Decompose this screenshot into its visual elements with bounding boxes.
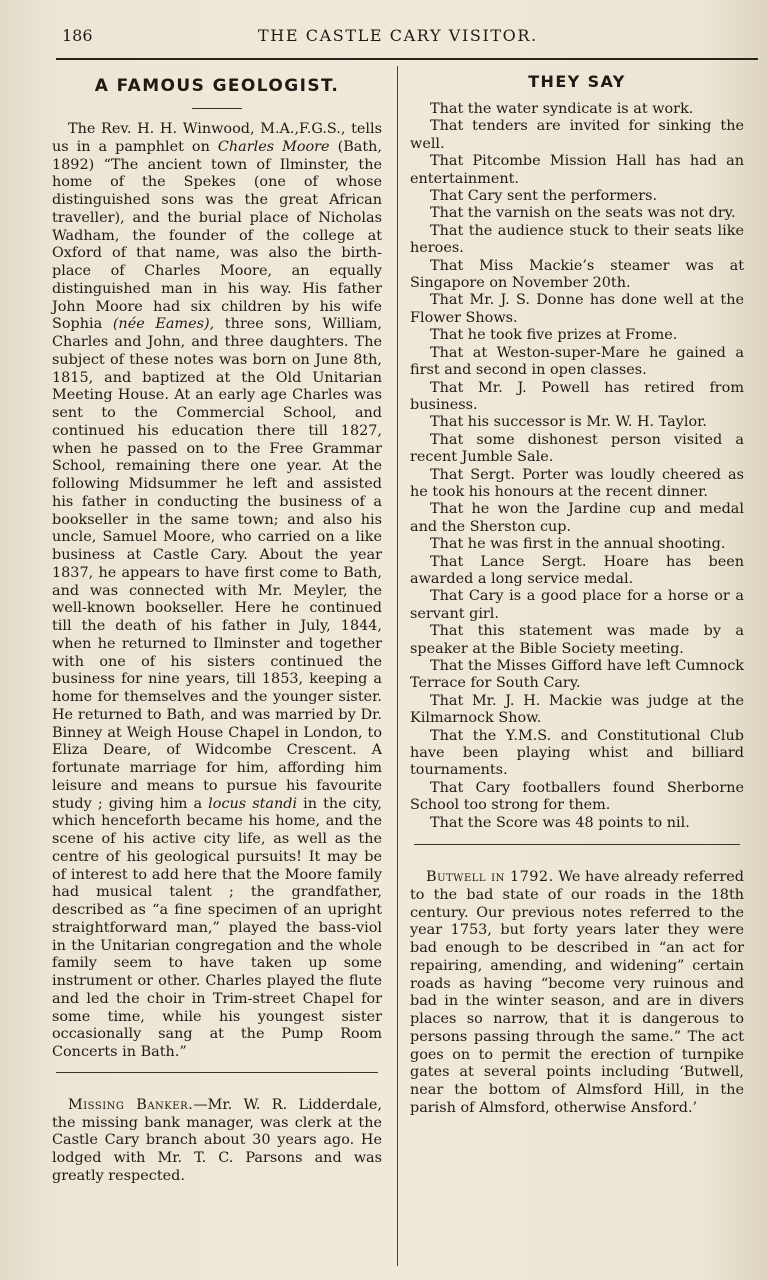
title-rule <box>192 108 242 109</box>
list-item: That his successor is Mr. W. H. Taylor. <box>430 414 708 431</box>
article-title: A FAMOUS GEOLOGIST. <box>94 76 340 96</box>
list-item: That Miss Mackie’s steamer was at Singapore on November 20th. <box>410 257 744 292</box>
list-item: That Mr. J. Powell has retired from business. <box>410 379 744 413</box>
list-item: That tenders are invited for sinking the well. <box>410 118 744 152</box>
list-item: That Cary footballers found Sherborne School too strong for them. <box>410 779 744 814</box>
list-item: That Cary sent the performers. <box>430 188 658 205</box>
article-body: The Rev. H. H. Winwood, M.A.,F.G.S., tells us in a pamphlet on Charles Moore (Bath, 1892) “The ancient town of Ilminster, the home of the Spekes (one of whose distinguished sons was the great African traveller), and the burial place of Nicholas Wadham, the founder of the college at Oxford of that name, was also the birth-place of Charles Moore, an equally distinguished man in his way. His father John Moore had six children by his wife Sophia (née Eames), three sons, William, Charles and John, and three daughters. The subject of these notes was born on June 8th, 1815, and baptized at the Old Unitarian Meeting House. At an early age Charles was sent to the Commercial School, and continued his education there till 1827, when he passed on to the Free Grammar School, remaining there one year. At the following Midsummer he left and assisted his father in conducting the business of a bookseller in the same town; and also his uncle, Samuel Moore, who carried on a like business at Castle Cary. About the year 1837, he appears to have first come to Bath, and was connected with Mr. Meyler, the well-known bookseller. Here he continued till the death of his father in July, 1844, when he returned to Ilminster and together with one of his sisters continued the business for nine years, till 1853, keeping a home for themselves and the younger sister. He returned to Bath, and was married by Dr. Binney at Weigh House Chapel in London, to Eliza Deare, of Widcombe Crescent. A fortunate marriage for him, affording him leisure and means to pursue his favourite study ; giving him a locus standi in the city, which henceforth became his home, and the scene of his active city life, as well as the centre of his geological pursuits! It may be of interest to add here that the Moore family had musical talent ; the grandfather, described as “a fine specimen of an upright straightforward man,” played the bass-viol in the Unitarian congregation and the whole family seem to have taken up some instrument or other. Charles played the flute and led the choir in Trim-street Chapel for some time, while his youngest sister occasionally sang at the Pump Room Concerts in Bath.” <box>52 121 383 1060</box>
column-divider <box>397 66 398 1266</box>
butwell-lead: Butwell in 1792. <box>426 869 554 886</box>
list-item: That some dishonest person visited a recent Jumble Sale. <box>410 431 744 466</box>
list-item: That Mr. J. H. Mackie was judge at the Kilmarnock Show. <box>410 692 744 727</box>
list-item: That at Weston-super-Mare he gained a first and second in open classes. <box>410 344 744 379</box>
missing-banker-note: Missing Banker.—Mr. W. R. Lidderdale, the missing bank manager, was clerk at the Castle Cary branch about 30 years ago. He lodged with Mr. T. C. Parsons and was greatly respected. <box>52 1096 382 1184</box>
section-rule <box>56 1072 378 1073</box>
page-number: 186 <box>62 26 93 45</box>
list-item: That the Misses Gifford have left Cumnock Terrace for South Cary. <box>410 658 744 692</box>
list-item: That the audience stuck to their seats like heroes. <box>410 222 744 257</box>
list-item: That Pitcombe Mission Hall has had an entertainment. <box>410 153 744 187</box>
list-item: That the Score was 48 points to nil. <box>430 814 690 831</box>
butwell-note: Butwell in 1792. We have already referred to the bad state of our roads in the 18th century. Our previous notes referred to the year 1753, but forty years later they were bad enough to be described in “an act for repairing, amending, and widening” certain roads as having “become very ruinous and bad in the winter season, and are in divers places so narrow, that it is dangerous to persons passing through the same.” The act goes on to permit the erection of turnpike gates at several points including ‘Butwell, near the bottom of Almsford Hill, in the parish of Almsford, otherwise Ansford.’ <box>410 869 744 1116</box>
section-rule <box>414 844 740 845</box>
missing-banker-lead: Missing Banker. <box>68 1096 194 1113</box>
they-say-list <box>410 101 744 832</box>
list-item: That the varnish on the seats was not dry. <box>430 205 736 222</box>
list-item: That he won the Jardine cup and medal and the Sherston cup. <box>410 501 744 535</box>
pamphlet-title: Charles Moore <box>217 138 330 155</box>
list-item: That Lance Sergt. Hoare has been awarded a long service medal. <box>410 553 744 587</box>
page-header <box>0 26 768 50</box>
running-title: THE CASTLE CARY VISITOR. <box>258 26 538 45</box>
list-item: That this statement was made by a speaker at the Bible Society meeting. <box>410 623 744 657</box>
left-column <box>52 66 382 1186</box>
list-item: That he was first in the annual shooting. <box>430 536 726 553</box>
right-column <box>410 66 744 1118</box>
nee-note: (née Eames), <box>112 316 215 333</box>
list-item: That Cary is a good place for a horse or a servant girl. <box>410 588 744 622</box>
list-item: That he took five prizes at Frome. <box>430 327 678 344</box>
list-item: That the water syndicate is at work. <box>430 101 694 117</box>
list-item: That the Y.M.S. and Constitutional Club have been playing whist and billiard tournaments. <box>410 727 744 779</box>
list-item: That Mr. J. S. Donne has done well at the Flower Shows. <box>410 292 744 326</box>
header-rule <box>56 58 758 60</box>
they-say-title: THEY SAY <box>528 72 626 91</box>
locus-standi: locus standi <box>208 795 298 812</box>
list-item: That Sergt. Porter was loudly cheered as he took his honours at the recent dinner. <box>410 466 744 500</box>
